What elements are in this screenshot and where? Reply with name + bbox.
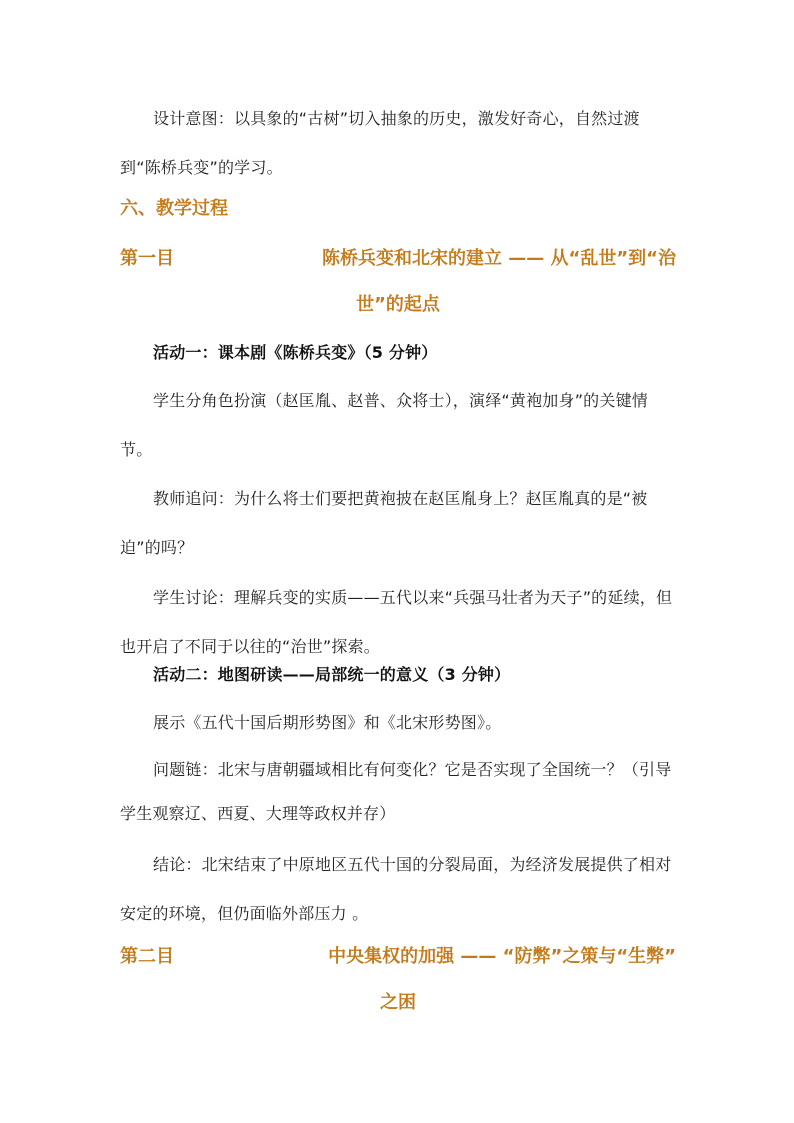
student-discussion-paragraph: 学生讨论：理解兵变的实质——五代以来“兵强马壮者为天子”的延续，但也开启了不同于以往的“治世”探索。 [120, 588, 673, 656]
unit-2-label: 第二目 [120, 946, 174, 967]
section-heading-teaching-process: 六、教学过程 [120, 198, 228, 219]
activity-1-heading: 活动一：课本剧《陈桥兵变》（5 分钟） [153, 343, 438, 362]
unit-1-heading-line1 [120, 236, 676, 282]
unit-1-label: 第一目 [120, 248, 174, 269]
unit-2-heading-line2: 之困 [380, 992, 416, 1013]
unit-2-heading-line1 [120, 934, 676, 980]
conclusion-paragraph: 结论：北宋结束了中原地区五代十国的分裂局面，为经济发展提供了相对安定的环境，但仍面临外部压力 。 [120, 855, 672, 923]
design-intent-paragraph: 设计意图：以具象的“古树”切入抽象的历史，激发好奇心，自然过渡到“陈桥兵变”的学习。 [120, 109, 640, 177]
unit-2-heading [120, 934, 676, 1026]
map-display-paragraph: 展示《五代十国后期形势图》和《北宋形势图》。 [153, 713, 502, 732]
unit-2-title: 中央集权的加强 —— “防弊”之策与“生弊” [328, 946, 676, 967]
teacher-question-paragraph: 教师追问：为什么将士们要把黄袍披在赵匡胤身上？赵匡胤真的是“被迫”的吗？ [120, 489, 648, 557]
question-chain-paragraph: 问题链：北宋与唐朝疆域相比有何变化？它是否实现了全国统一？（引导学生观察辽、西夏、大理等政权并存） [120, 760, 672, 823]
activity-2-heading: 活动二：地图研读——局部统一的意义（3 分钟） [153, 665, 511, 684]
unit-1-heading [120, 236, 676, 328]
unit-1-heading-line2: 世”的起点 [356, 294, 440, 315]
unit-1-title: 陈桥兵变和北宋的建立 —— 从“乱世”到“治 [321, 248, 676, 269]
role-play-paragraph: 学生分角色扮演（赵匡胤、赵普、众将士），演绎“黄袍加身”的关键情节。 [120, 391, 648, 459]
